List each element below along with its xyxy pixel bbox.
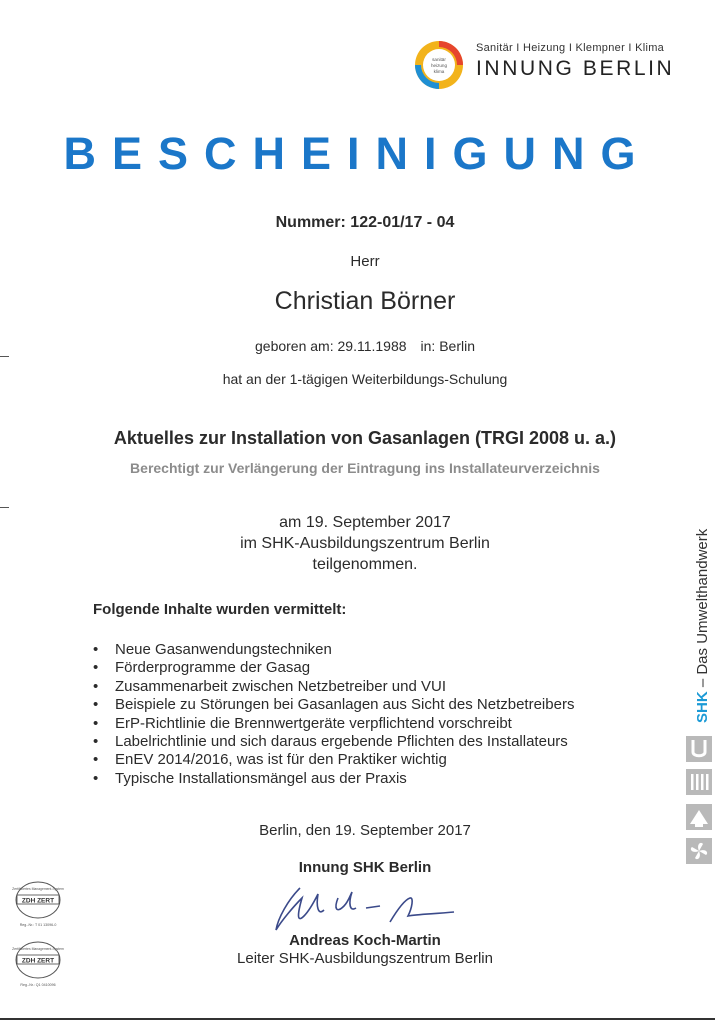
recipient-name: Christian Börner bbox=[274, 287, 456, 315]
salutation: Herr bbox=[350, 253, 380, 270]
completion-text: teilgenommen. bbox=[312, 556, 418, 573]
course-date: am 19. September 2017 bbox=[279, 514, 451, 531]
course-subtitle: Berechtigt zur Verlängerung der Eintragung ins Installateurverzeichnis bbox=[130, 460, 600, 476]
place-and-date: Berlin, den 19. September 2017 bbox=[259, 822, 471, 839]
fold-mark bbox=[0, 356, 9, 357]
birth-place: in: Berlin bbox=[420, 338, 475, 354]
bullet-icon: • bbox=[93, 641, 99, 658]
logo-circle-line-1: sanitär bbox=[432, 57, 446, 62]
svg-text:Zertifiziertes Management-Syst: Zertifiziertes Management-System bbox=[12, 947, 64, 951]
course-title: Aktuelles zur Installation von Gasanlagen (TRGI 2008 u. a.) bbox=[113, 428, 617, 448]
fan-icon bbox=[686, 838, 712, 864]
logo-circle-line-2: heizung bbox=[430, 63, 448, 68]
roof-icon bbox=[686, 804, 712, 830]
list-item: • EnEV 2014/2016, was ist für den Praktiker wichtig bbox=[93, 751, 447, 769]
side-tagline: – Das Umwelthandwerk bbox=[694, 528, 711, 692]
bullet-icon: • bbox=[93, 677, 99, 695]
course-intro: hat an der 1-tägigen Weiterbildungs-Schulung bbox=[222, 371, 508, 387]
document-title: BESCHEINIGUNG bbox=[63, 128, 652, 179]
bullet-icon: • bbox=[93, 751, 99, 769]
contents-list bbox=[93, 641, 574, 788]
list-item: • Zusammenarbeit zwischen Netzbetreiber und VUI bbox=[93, 677, 446, 695]
innung-logo-icon bbox=[414, 40, 464, 90]
fold-mark bbox=[0, 507, 9, 508]
list-item: • Förderprogramme der Gasag bbox=[93, 659, 311, 677]
list-item: • ErP-Richtlinie die Brennwertgeräte verpflichtend vorschreibt bbox=[93, 714, 512, 732]
list-item: • Typische Installationsmängel aus der Praxis bbox=[93, 769, 407, 787]
list-item: • Beispiele zu Störungen bei Gasanlagen aus Sicht des Netzbetreibers bbox=[93, 696, 575, 714]
radiator-icon bbox=[686, 769, 712, 795]
birth-info bbox=[20, 338, 710, 354]
innung-logo bbox=[414, 40, 675, 92]
course-location: im SHK-Ausbildungszentrum Berlin bbox=[240, 535, 490, 552]
side-brand-text bbox=[691, 515, 713, 725]
signatory-role: Leiter SHK-Ausbildungszentrum Berlin bbox=[237, 950, 493, 967]
svg-text:ZDH ZERT: ZDH ZERT bbox=[21, 897, 55, 905]
list-item: • Labelrichtlinie und sich daraus ergebende Pflichten des Installateurs bbox=[93, 732, 568, 750]
side-brand: SHK bbox=[694, 691, 711, 723]
certificate-number: Nummer: 122-01/17 - 04 bbox=[275, 214, 455, 231]
bottom-edge-line bbox=[0, 1018, 715, 1020]
svg-text:ZDH ZERT: ZDH ZERT bbox=[21, 957, 55, 965]
signatory-name: Andreas Koch-Martin bbox=[289, 932, 441, 949]
birth-date: geboren am: 29.11.1988 bbox=[255, 338, 407, 354]
bullet-icon: • bbox=[93, 732, 99, 750]
handwritten-signature bbox=[258, 868, 458, 940]
svg-text:SHK – Das Umwelthandwerk bbox=[694, 528, 711, 723]
svg-text:Reg.-Nr.: T 01 13096-0: Reg.-Nr.: T 01 13096-0 bbox=[19, 923, 57, 927]
logo-tagline: Sanitär I Heizung I Klempner I Klima bbox=[476, 42, 665, 54]
svg-text:Zertifiziertes Management-Syst: Zertifiziertes Management-System bbox=[12, 887, 64, 891]
pipe-icon bbox=[686, 736, 712, 762]
issuing-organization: Innung SHK Berlin bbox=[298, 859, 432, 876]
bullet-icon: • bbox=[93, 659, 99, 677]
svg-text:Reg.-Nr.: Q1 0410096: Reg.-Nr.: Q1 0410096 bbox=[20, 983, 56, 987]
bullet-icon: • bbox=[93, 714, 99, 732]
contents-heading: Folgende Inhalte wurden vermittelt: bbox=[93, 601, 347, 618]
bullet-icon: • bbox=[93, 769, 99, 787]
zdh-zert-seal-icon bbox=[10, 878, 66, 930]
list-item: • Neue Gasanwendungstechniken bbox=[93, 641, 332, 658]
bullet-icon: • bbox=[93, 696, 99, 714]
logo-circle-line-3: klima bbox=[433, 69, 445, 74]
logo-org-name: INNUNG BERLIN bbox=[476, 57, 675, 80]
zdh-zert-seal-icon bbox=[10, 938, 66, 990]
